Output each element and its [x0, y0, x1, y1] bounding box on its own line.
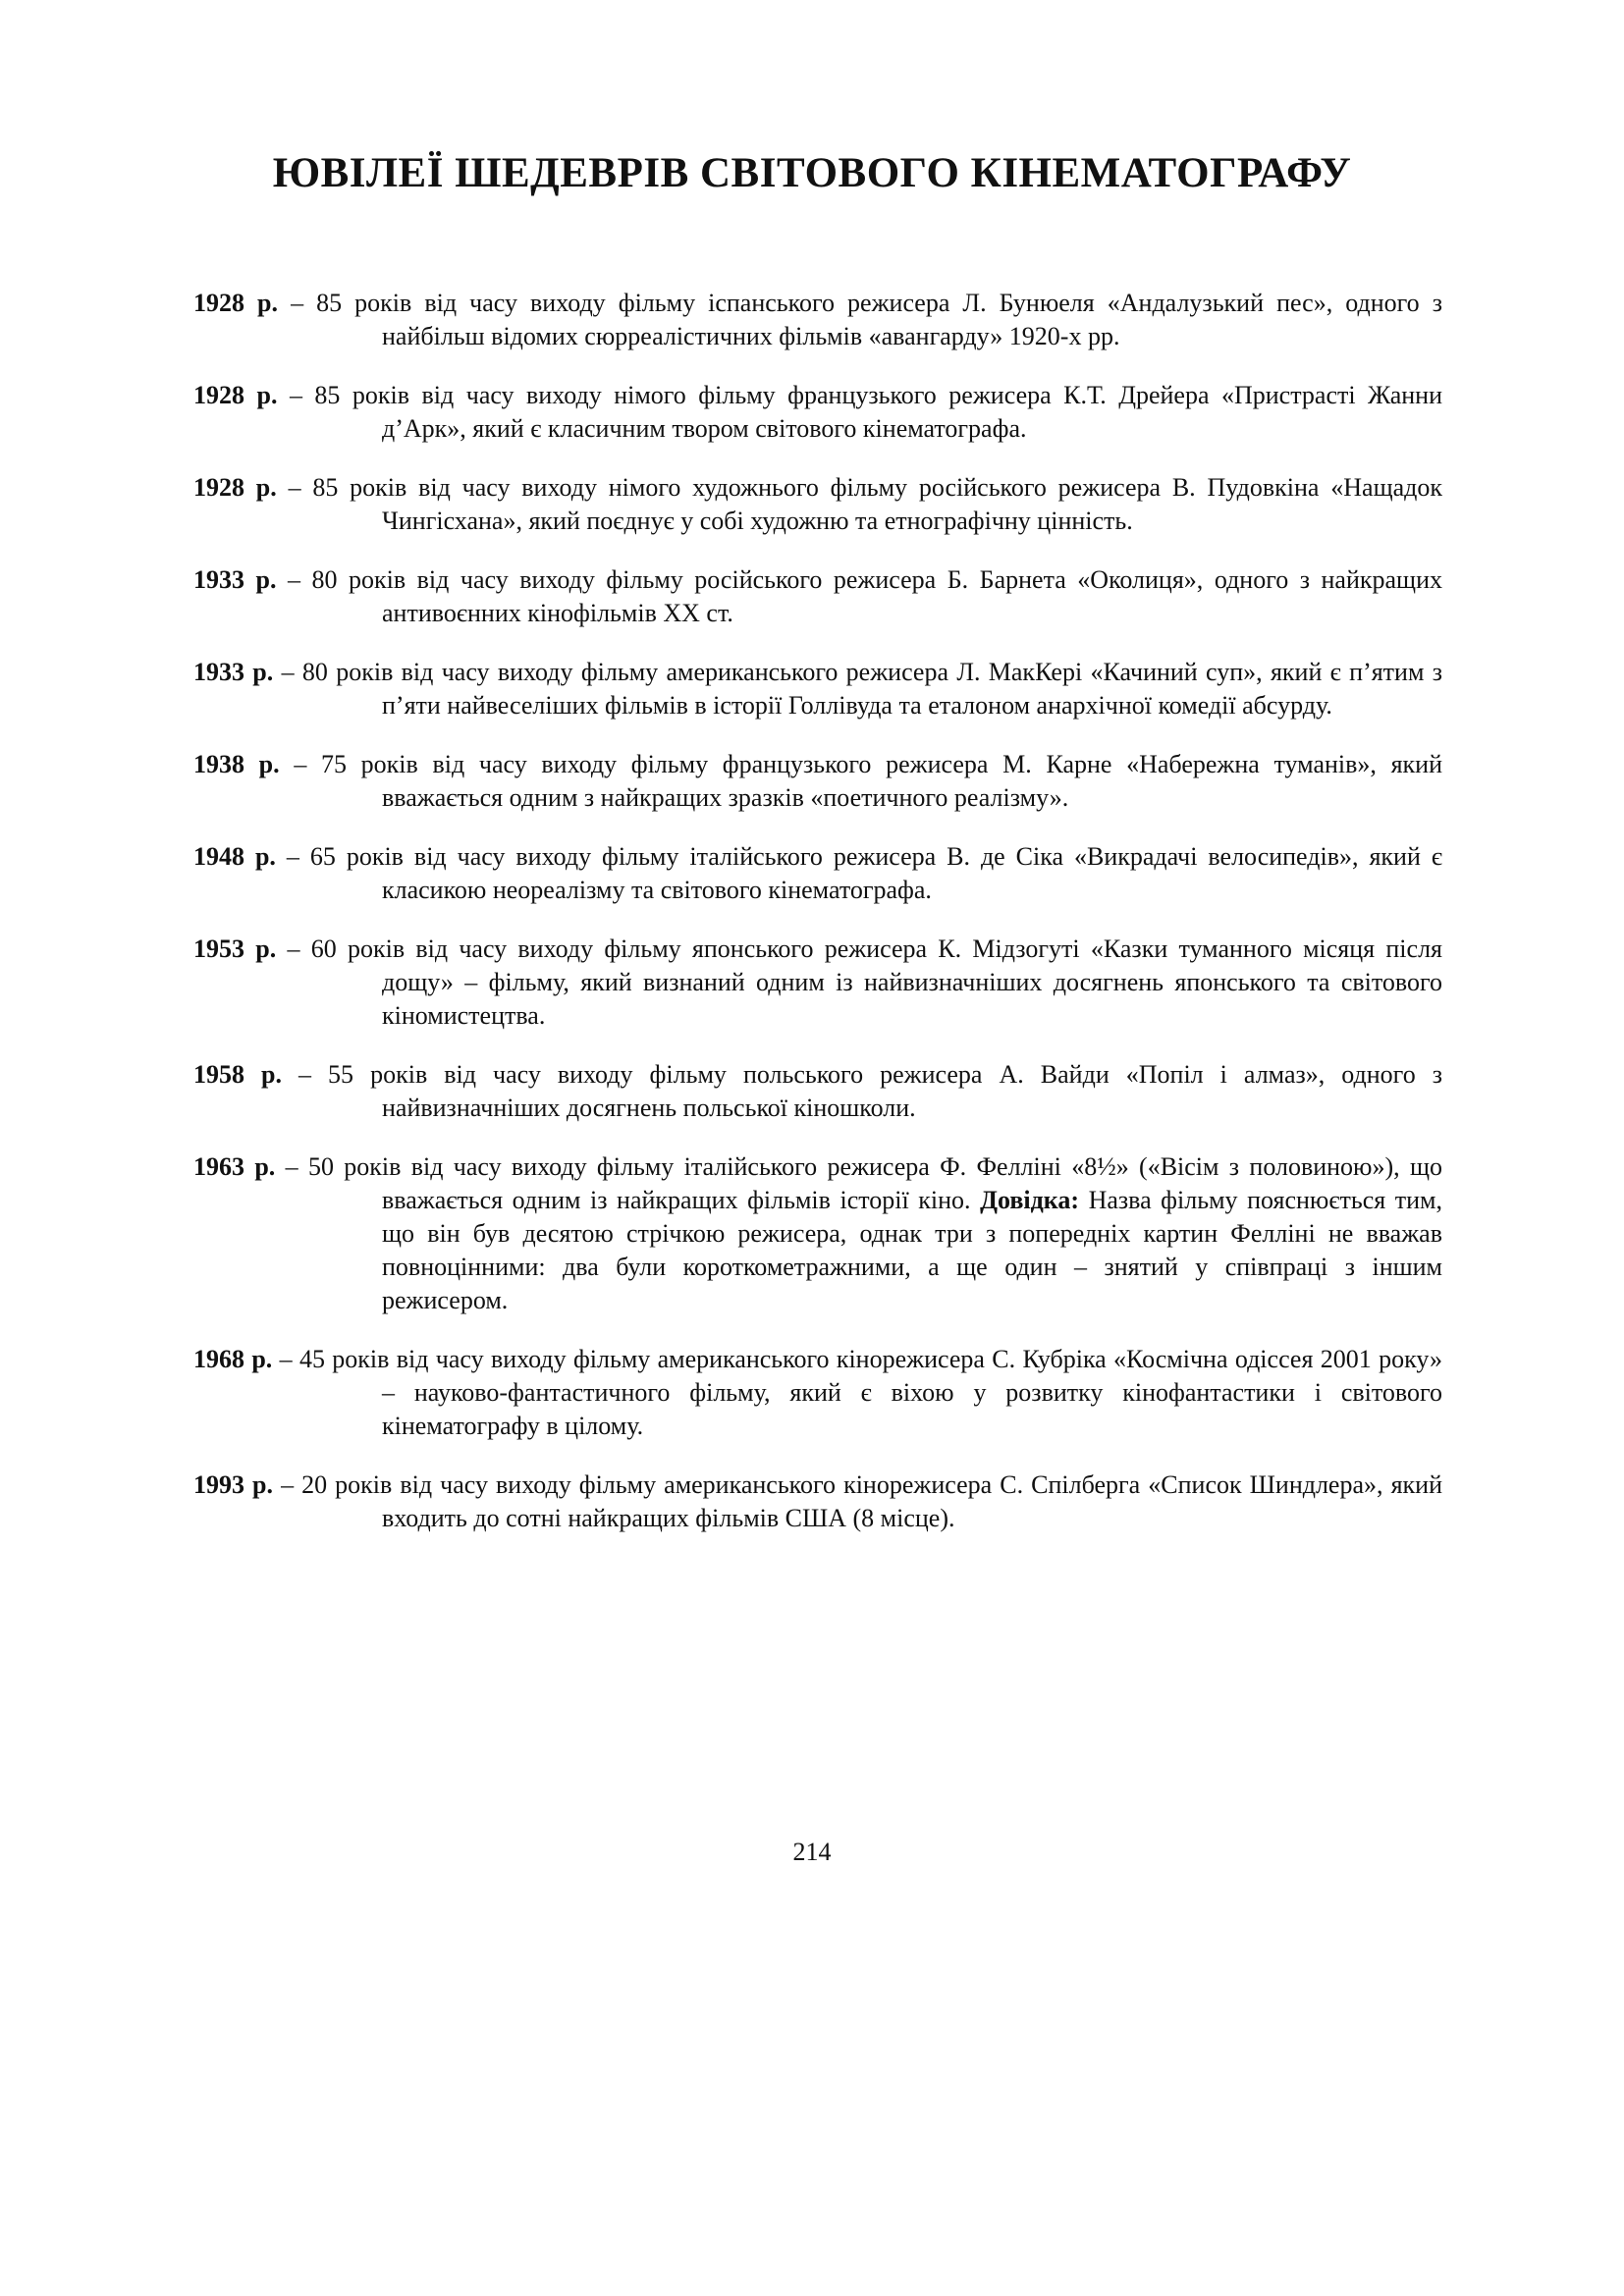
entry-year: 1928 р.	[193, 289, 279, 317]
entry-text: – 75 років від часу виходу фільму французького режисера М. Карне «Набережна туманів», який вважається одним з найкращих зразків «поетичного реалізму».	[279, 750, 1442, 812]
entry-text: – 60 років від часу виходу фільму японського режисера К. Мідзогуті «Казки туманного місяця після дощу» – фільму, який визнаний одним із найвизначніших досягнень японського та світового кіномистецтва.	[276, 934, 1442, 1030]
list-item	[193, 471, 1442, 538]
page-number: 214	[792, 1838, 832, 1866]
entry-year: 1963 р.	[193, 1152, 276, 1181]
entry-year: 1953 р.	[193, 934, 277, 963]
entry-text: – 80 років від часу виходу фільму російського режисера Б. Барнета «Околиця», одного з найкращих антивоєнних кінофільмів XX ст.	[276, 565, 1442, 627]
entry-text: – 50 років від часу виходу фільму італійського режисера Ф. Фелліні «8½» («Вісім з половиною»), що вважається одним із найкращих фільмів історії кіно.	[275, 1152, 1442, 1214]
entry-year: 1958 р.	[193, 1060, 282, 1089]
note-label: Довідка:	[980, 1186, 1080, 1214]
entry-year: 1968 р.	[193, 1345, 273, 1373]
list-item	[193, 656, 1442, 722]
list-item	[193, 1058, 1442, 1125]
list-item	[193, 1343, 1442, 1443]
list-item	[193, 379, 1442, 446]
entry-year: 1928 р.	[193, 381, 278, 409]
entry-text: – 65 років від часу виходу фільму італійського режисера В. де Сіка «Викрадачі велосипедів», який є класикою неореалізму та світового кінематографа.	[275, 842, 1442, 904]
list-item	[193, 287, 1442, 353]
list-item	[193, 1150, 1442, 1317]
list-item	[193, 748, 1442, 815]
list-item	[193, 1468, 1442, 1535]
entry-text: – 55 років від часу виходу фільму польського режисера А. Вайди «Попіл і алмаз», одного з найвизначніших досягнень польської кіношколи.	[282, 1060, 1443, 1122]
entry-text: – 85 років від часу виходу фільму іспанського режисера Л. Бунюеля «Андалузький пес», одного з найбільш відомих сюрреалістичних фільмів «авангарду» 1920-х рр.	[278, 289, 1442, 350]
entry-text: – 20 років від часу виходу фільму американського кінорежисера С. Спілберга «Список Шиндлера», який входить до сотні найкращих фільмів США (8 місце).	[273, 1470, 1442, 1532]
entry-year: 1948 р.	[193, 842, 276, 871]
anniversary-list	[193, 261, 1442, 1545]
list-item	[193, 840, 1442, 907]
entry-year: 1928 р.	[193, 473, 277, 502]
entry-year: 1933 р.	[193, 658, 274, 686]
entry-text: – 85 років від часу виходу німого художнього фільму російського режисера В. Пудовкіна «Нащадок Чингісхана», який поєднує у собі художню та етнографічну цінність.	[276, 473, 1442, 535]
note-text: Назва фільму пояснюється тим, що він був десятою стрічкою режисера, однак три з попередніх картин Фелліні не вважав повноцінними: два були короткометражними, а ще один – знятий у співпраці з іншим режисером.	[382, 1186, 1443, 1314]
entry-text: – 45 років від часу виходу фільму американського кінорежисера С. Кубріка «Космічна одіссея 2001 року» – науково-фантастичного фільму, який є віхою у розвитку кінофантастики і світового кінематографу в цілому.	[272, 1345, 1442, 1440]
entry-year: 1993 р.	[193, 1470, 274, 1499]
entry-year: 1933 р.	[193, 565, 277, 594]
list-item	[193, 933, 1442, 1033]
list-item	[193, 563, 1442, 630]
page-title: ЮВІЛЕЇ ШЕДЕВРІВ СВІТОВОГО КІНЕМАТОГРАФУ	[272, 150, 1352, 196]
entry-year: 1938 р.	[193, 750, 280, 778]
entry-text: – 85 років від часу виходу німого фільму французького режисера К.Т. Дрейера «Пристрасті Жанни д’Арк», який є класичним твором світового кінематографа.	[277, 381, 1442, 443]
entry-text: – 80 років від часу виходу фільму американського режисера Л. МакКері «Качиний суп», який є п’ятим з п’яти найвеселіших фільмів в історії Голлівуда та еталоном анархічної комедії абсурду.	[273, 658, 1442, 720]
